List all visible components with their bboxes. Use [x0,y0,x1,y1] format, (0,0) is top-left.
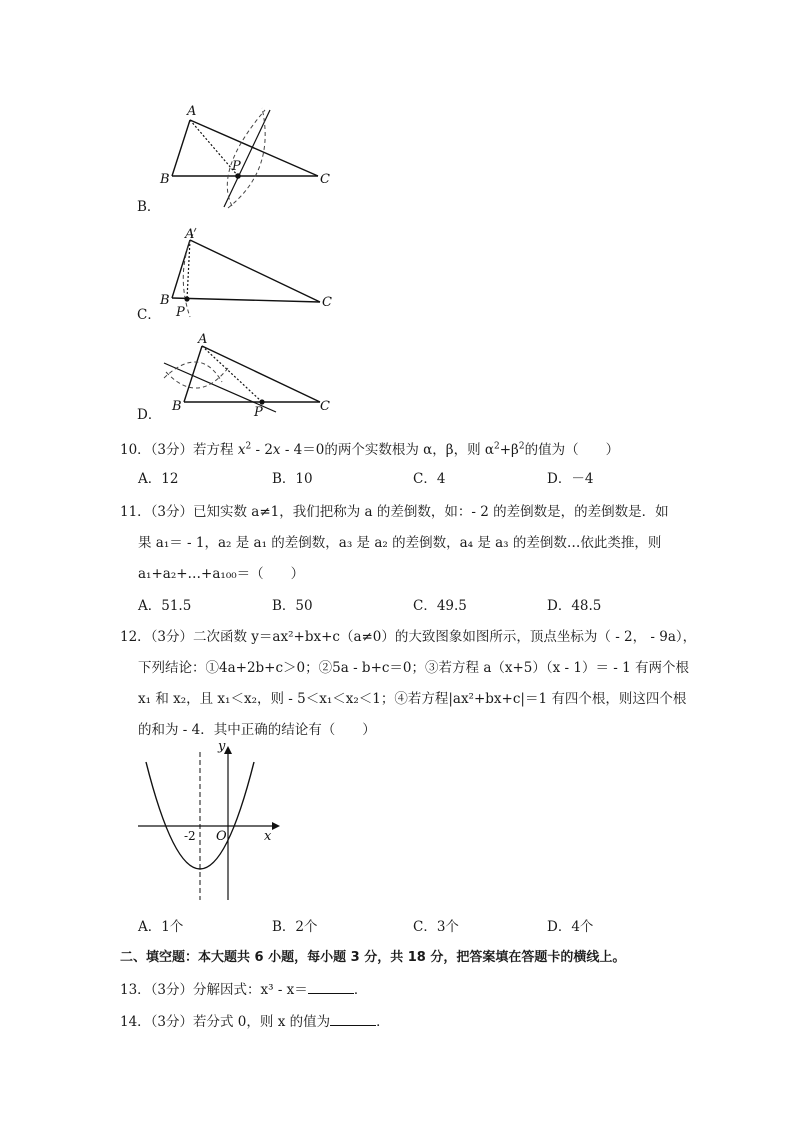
figure-b [150,100,350,212]
question-11-line-1: 11．（3分）已知实数 a≠1，我们把称为 a 的差倒数，如：- 2 的差倒数是，的差倒数是．如 [120,504,669,520]
fig-b-arc-1 [227,110,265,206]
q11-option-c: C．49.5 [413,598,467,614]
q10-option-b: B．10 [272,471,313,487]
fig-b-side-ac [190,120,318,176]
fig-b-side-ab [172,120,190,176]
question-12-line-1: 12．（3分）二次函数 y＝ax²+bx+c（a≠0）的大致图象如图所示，顶点坐标为（ - 2， - 9a）， [120,629,697,645]
q14-answer-blank[interactable] [330,1014,376,1026]
question-12-line-2: 下列结论：①4a+2b+c＞0；②5a - b+c＝0；③若方程 a（x+5）（x - 1）＝ - 1 有两个根 [138,660,690,676]
q12-option-c: C．3个 [413,919,459,935]
figure-d [150,330,350,420]
q11-option-a: A．51.5 [138,598,192,614]
graph-label-neg2: -2 [184,829,196,843]
q12-option-b: B．2个 [272,919,318,935]
fig-c-label-p: P [176,305,185,320]
fig-b-bisector [224,110,270,207]
question-12-line-4: 的和为 - 4．其中正确的结论有（ ） [138,722,376,738]
figure-c-option: C． [137,307,161,323]
fig-d-dotted-ap [202,346,262,402]
q13-answer-blank[interactable] [308,982,354,994]
graph-label-y: y [218,740,226,754]
fig-c-label-b: B [160,293,170,308]
fig-d-label-c: C [320,399,330,414]
fig-b-label-c: C [320,172,330,187]
fig-c-label-a: A [185,227,195,242]
q10-option-a: A．12 [138,471,179,487]
q10-option-d: D．－4 [547,471,594,487]
fig-d-label-b: B [172,399,182,414]
fig-b-label-p: P [232,159,241,174]
question-13: 13．（3分）分解因式：x³ - x＝ ． [120,982,368,998]
figure-b-option: B． [137,199,161,215]
fig-b-dotted-ap [190,120,238,176]
fig-c-label-c: C [322,295,332,310]
graph-label-x: x [264,829,272,844]
graph-label-origin: O [216,829,227,844]
question-11-line-3: a₁+a₂+…+a₁₀₀＝（ ） [138,566,305,582]
figure-c [150,222,350,322]
fig-c-side-ac [190,240,320,302]
q11-option-d: D．48.5 [547,598,602,614]
question-14: 14．（3分）若分式 0，则 x 的值为 ． [120,1014,390,1030]
q11-option-b: B．50 [272,598,313,614]
q12-option-a: A．1个 [138,919,184,935]
figure-d-option: D． [137,407,162,423]
fig-b-point-p [235,173,241,179]
fig-d-point-p [259,399,264,404]
fig-d-side-ac [202,346,320,402]
q10-option-c: C．4 [413,471,446,487]
section-2-heading: 二、填空题：本大题共 6 小题，每小题 3 分，共 18 分，把答案填在答题卡的横线上。 [120,950,626,965]
x-axis-arrow-icon [272,822,280,830]
q12-option-d: D．4个 [547,919,594,935]
fig-b-label-a: A [187,104,197,119]
fig-d-label-p: P [254,405,263,420]
fig-b-label-b: B [160,172,170,187]
fig-d-label-a: A [198,332,208,347]
question-11-line-2: 果 a₁＝ - 1，a₂ 是 a₁ 的差倒数，a₃ 是 a₂ 的差倒数，a₄ 是 a₃ 的差倒数…依此类推，则 [138,535,662,551]
fig-c-point-p [184,296,189,301]
parabola-graph [130,740,290,902]
fig-c-side-bc [172,298,320,302]
fig-d-side-ab [184,346,202,402]
question-12-line-3: x₁ 和 x₂，且 x₁＜x₂，则 - 5＜x₁＜x₂＜1；④若方程|ax²+bx+c|＝1 有四个根，则这四个根 [138,691,687,707]
question-10: 10．（3分）若方程 $x^2 - 2x - 4=0$的两个实数根为 α，β，则 $\alpha^2+\beta^2$的值为（ ） [120,441,620,458]
